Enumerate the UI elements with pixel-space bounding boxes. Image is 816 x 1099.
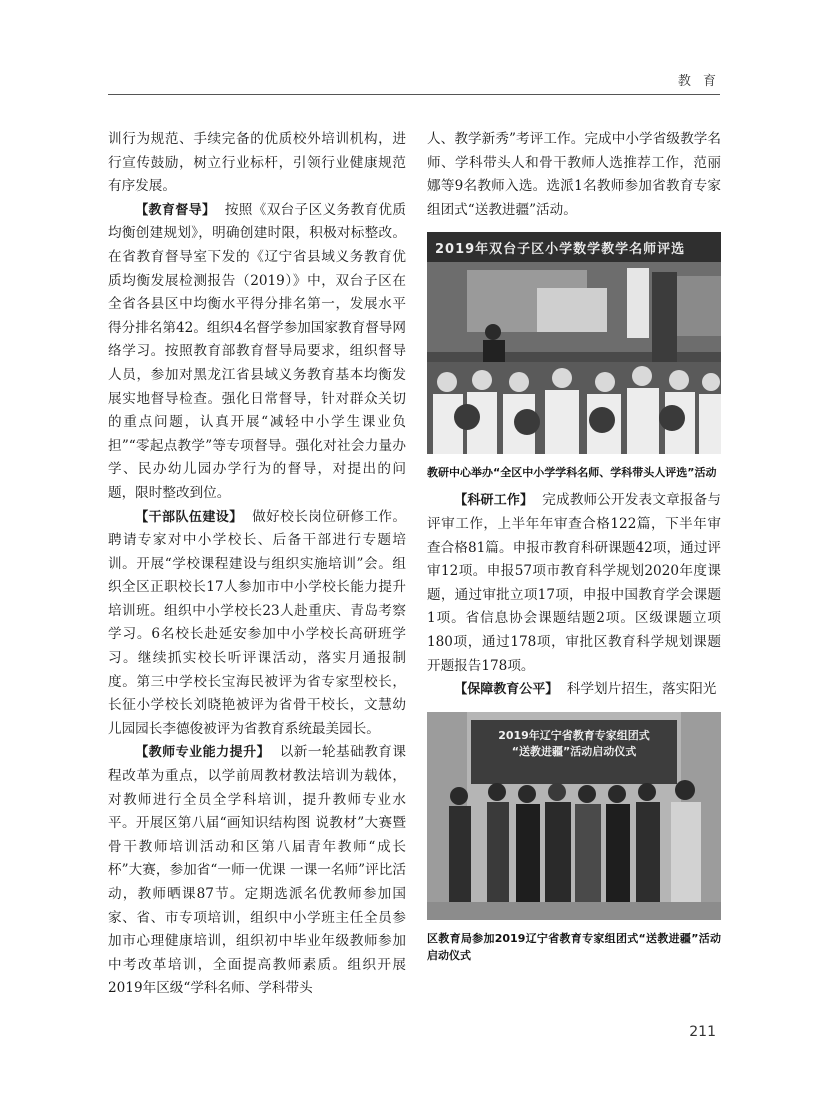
paragraph-teacher-ability (108, 741, 406, 1001)
section-heading: 【教育督导】 (135, 202, 216, 218)
photo-banner-text (477, 728, 671, 760)
banner-line: “送教进疆”活动启动仪式 (511, 744, 637, 758)
paragraph-text: 科学划片招生，落实阳光 (566, 681, 717, 698)
paragraph-cadre-building (108, 506, 406, 742)
section-heading: 【保障教育公平】 (454, 682, 559, 698)
paragraph-research (427, 489, 721, 678)
section-heading: 【干部队伍建设】 (135, 509, 243, 525)
left-column (108, 128, 406, 1001)
classroom-photo (427, 232, 721, 454)
paragraph-text: 完成教师公开发表文章报备与评审工作，上半年年审查合格122篇，下半年审查合格81篇。申报市教育科研课题42项，通过评审12项。申报57项市教育科学规划2020年度课题，通过审批立项17项，申报中国教育学会课题1项。省信息协会课题结题2项。区级课题立项180项，通过178项，审批区教育科学规划课题开题报告178项。 (427, 492, 721, 674)
page-number: 211 (689, 1024, 716, 1040)
classroom-photo-illustration (427, 232, 721, 454)
photo-caption: 区教育局参加2019辽宁省教育专家组团式“送教进疆”活动启动仪式 (427, 931, 721, 962)
header-divider (108, 94, 720, 95)
paragraph-text: 按照《双台子区义务教育优质均衡创建规划》，明确创建时限，积极对标整改。在省教育督导室下发的《辽宁省县域义务教育优质均衡发展检测报告（2019）》中，双台子区在全省各县区中均衡水平得分排名第一，发展水平得分排名第42。组织4名督学参加国家教育督导网络学习。按照教育部教育督导局要求，组织督导人员，参加对黑龙江省县域义务教育基本均衡发展实地督导检查。强化日常督导，针对群众关切的重点问题，认真开展“减轻中小学生课业负担”“零起点教学”等专项督导。强化对社会力量办学、民办幼儿园办学行为的督导，对提出的问题，限时整改到位。 (108, 201, 406, 501)
paragraph-text: 以新一轮基础教育课程改革为重点，以学前周教材教法培训为载体，对教师进行全员全学科培训，提升教师专业水平。开展区第八届“画知识结构图 说教材”大赛暨骨干教师培训活动和区第八届青年教师“成长杯”大赛，参加省“一师一优课 一课一名师”评比活动，教师晒课87节。定期选派名优教师参加国家、省、市专项培训，组织中小学班主任全员参加市心理健康培训，组织初中毕业年级教师参加中考改革培训，全面提高教师素质。组织开展2019年区级“学科名师、学科带头 (108, 744, 406, 997)
photo-banner-text: 2019年双台子区小学数学教学名师评选 (435, 242, 686, 258)
photo-caption: 教研中心举办“全区中小学学科名师、学科带头人评选”活动 (427, 466, 717, 480)
banner-line: 2019年辽宁省教育专家组团式 (498, 728, 650, 742)
paragraph-continued: 训行为规范、手续完备的优质校外培训机构，进行宣传鼓励，树立行业标杆，引领行业健康规范有序发展。 (108, 131, 406, 195)
ceremony-photo (427, 712, 721, 920)
paragraph-text: 做好校长岗位研修工作。聘请专家对中小学校长、后备干部进行专题培训。开展“学校课程建设与组织实施培训”会。组织全区正职校长17人参加市中小学校长能力提升培训班。组织中小学校长23人赴重庆、青岛考察学习。6名校长赴延安参加中小学校长高研班学习。继续抓实校长听评课活动，落实月通报制度。第三中学校长宝海民被评为省专家型校长，长征小学校长刘晓艳被评为省骨干校长，文慧幼儿园园长李德俊被评为省教育系统最美园长。 (108, 508, 406, 737)
paragraph-continued: 人、教学新秀”考评工作。完成中小学省级教学名师、学科带头人和骨干教师人选推荐工作，范丽娜等9名教师入选。选派1名教师参加省教育专家组团式“送教进疆”活动。 (427, 131, 721, 218)
paragraph-education-equity (427, 678, 721, 702)
section-heading: 【教师专业能力提升】 (135, 745, 271, 761)
running-header: 教 育 (677, 74, 720, 89)
paragraph-education-supervision (108, 199, 406, 506)
right-column (427, 128, 721, 972)
section-heading: 【科研工作】 (454, 493, 534, 509)
